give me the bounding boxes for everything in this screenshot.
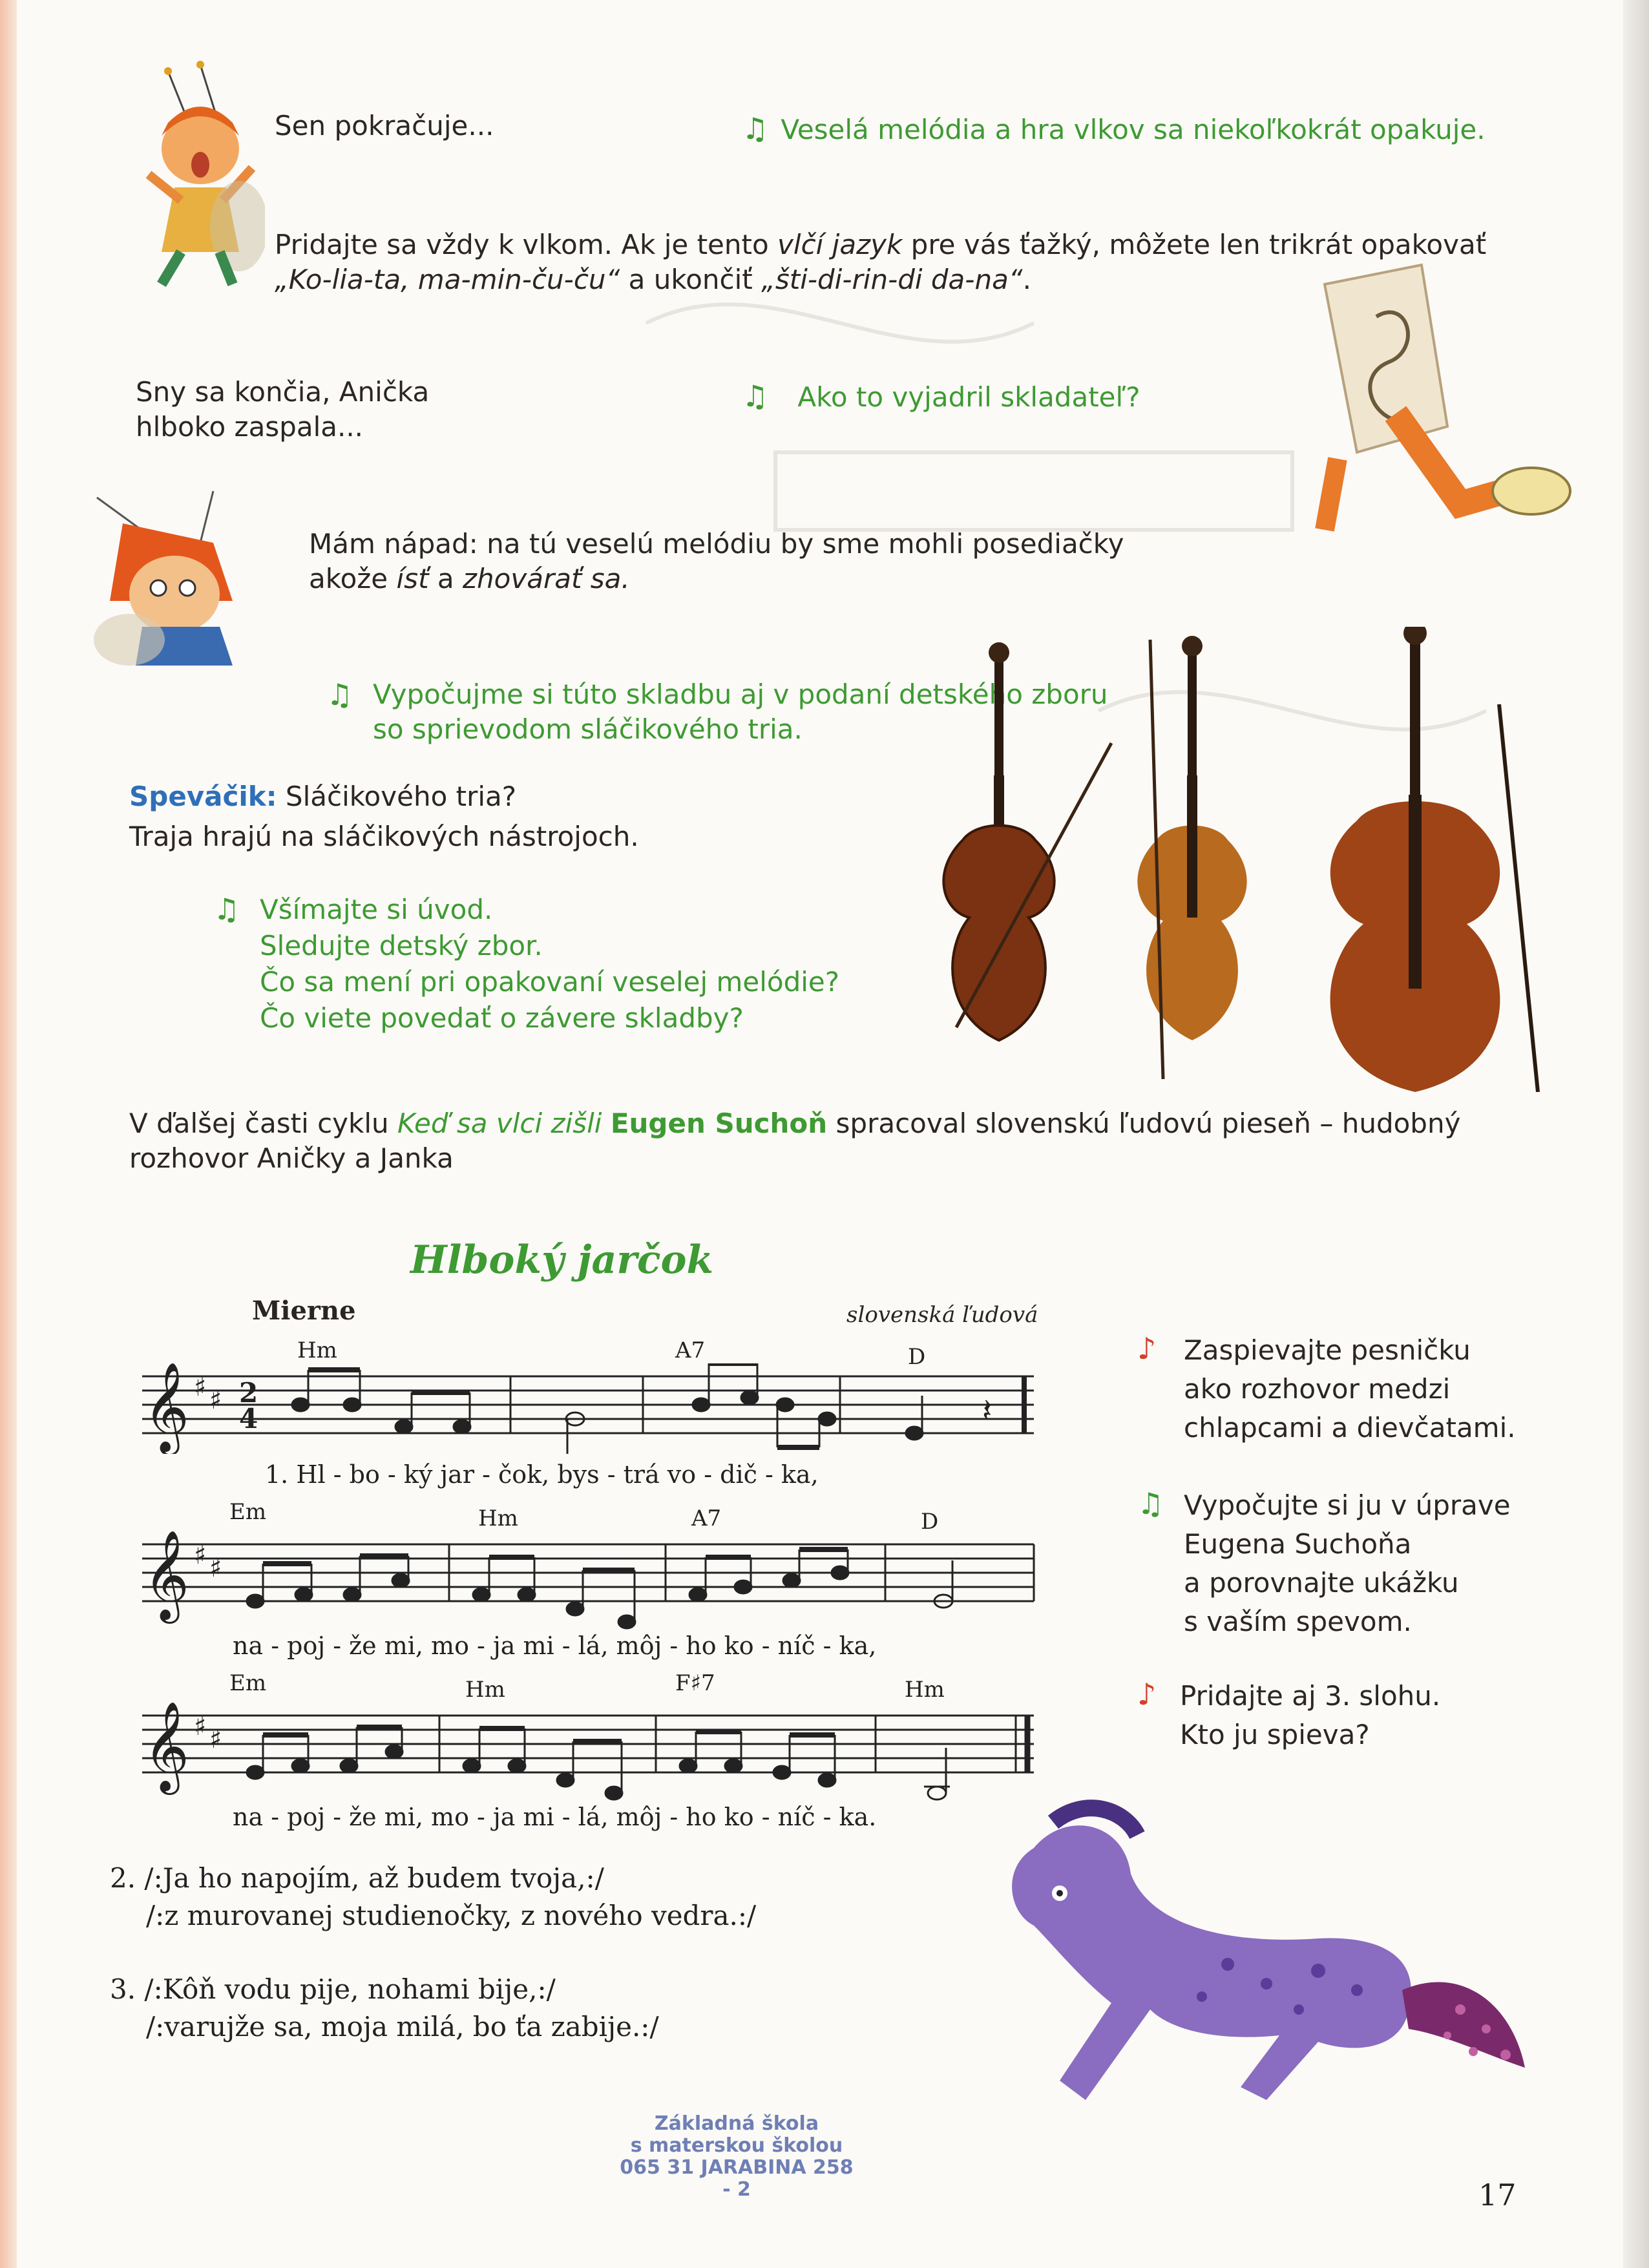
verse-2-line-2: /:z murovanej studienočky, z nového vedra.:/	[146, 1900, 757, 1931]
ako-to-vyjadril-text: Ako to vyjadril skladateľ?	[797, 381, 1140, 413]
paper-creature-illustration	[1228, 258, 1590, 594]
music-staff-3	[129, 1703, 1047, 1812]
svg-text:𝄞: 𝄞	[143, 1703, 189, 1791]
side-2-line-4: s vaším spevom.	[1184, 1606, 1412, 1637]
song-tempo: Mierne	[252, 1296, 356, 1326]
page-edge-right	[1623, 0, 1649, 2268]
svg-text:𝄽: 𝄽	[982, 1392, 993, 1429]
chord-em-3: Em	[229, 1670, 267, 1696]
violin-left-icon	[943, 642, 1111, 1040]
verse-3-line-2: /:varujže sa, moja milá, bo ťa zabije.:/	[146, 2011, 659, 2042]
dalsej-e: rozhovor Aničky a Janka	[129, 1142, 454, 1174]
svg-text:♯: ♯	[194, 1712, 207, 1741]
side-instruction-1	[1137, 1331, 1516, 1447]
dalsej-a: V ďalšej časti cyklu	[129, 1108, 389, 1139]
sny-line-2: hlboko zaspala...	[136, 411, 364, 443]
stamp-line-4: - 2	[722, 2178, 751, 2201]
svg-text:♯: ♯	[194, 1540, 207, 1570]
side-1-line-2: ako rozhovor medzi	[1184, 1373, 1451, 1405]
napad-2a: akože	[309, 563, 388, 594]
para1-f: „šti-di-rin-di da-na“	[761, 264, 1023, 295]
dalsej-b: Keď sa vlci zišli	[397, 1108, 602, 1139]
chord-fis7-3: F♯7	[675, 1670, 715, 1696]
napad-2b: ísť	[396, 563, 429, 594]
music-staff-1	[129, 1363, 1047, 1454]
spevacik-text: Sláčikového tria?	[285, 781, 517, 812]
violin-right-icon	[1137, 636, 1246, 1079]
sen-pokracuje-text: Sen pokračuje...	[275, 110, 494, 142]
chord-a7-2: A7	[691, 1506, 722, 1531]
chord-hm-3b: Hm	[905, 1677, 945, 1703]
singing-elf-illustration	[110, 58, 265, 291]
side-instruction-2	[1137, 1486, 1511, 1641]
dalsej-c: Eugen Suchoň	[610, 1108, 828, 1139]
lyrics-line-2: na - poj - že mi, mo - ja mi - lá, môj - ho ko - níč - ka,	[233, 1632, 877, 1660]
page-edge-left	[0, 0, 17, 2268]
vypocujme-line-1: Vypočujme si túto skladbu aj v podaní detského zboru	[373, 678, 1108, 710]
stamp-line-1: Základná škola	[654, 2112, 819, 2135]
verse-3-line-1: 3. /:Kôň vodu pije, nohami bije,:/	[110, 1973, 556, 2005]
side-1-line-3: chlapcami a dievčatami.	[1184, 1412, 1516, 1444]
cello-icon	[1330, 627, 1538, 1092]
side-2-line-1: Vypočujte si ju v úprave	[1184, 1489, 1511, 1521]
school-stamp	[543, 2113, 930, 2201]
music-note-icon: ♫	[742, 379, 769, 414]
dalsej-d: spracoval slovenskú ľudovú pieseň – hudobný	[835, 1108, 1461, 1139]
music-note-icon: ♫	[742, 111, 769, 146]
veselo-melodia-line	[742, 111, 1486, 147]
song-title: Hlboký jarčok	[410, 1237, 714, 1283]
para1-g: .	[1022, 264, 1031, 295]
elf-with-hat-illustration	[71, 472, 284, 678]
side-2-line-3: a porovnajte ukážku	[1184, 1567, 1459, 1599]
music-staff-2	[129, 1531, 1047, 1635]
napad-2c: a	[437, 563, 454, 594]
music-note-single-icon: ♪	[1137, 1331, 1157, 1366]
svg-text:♯: ♯	[209, 1725, 222, 1754]
chord-a7-1: A7	[675, 1338, 706, 1363]
svg-text:𝄞: 𝄞	[143, 1363, 189, 1452]
traja-hraju-text: Traja hrajú na sláčikových nástrojoch.	[129, 821, 639, 852]
chord-d-2: D	[921, 1509, 939, 1535]
stamp-line-3: 065 31 JARABINA 258	[620, 2156, 854, 2179]
svg-text:♯: ♯	[209, 1385, 222, 1415]
chord-d-1: D	[908, 1344, 926, 1370]
chord-hm-3: Hm	[465, 1677, 505, 1703]
string-trio-illustration	[918, 627, 1551, 1092]
song-origin: slovenská ľudová	[846, 1302, 1038, 1328]
side-3-line-1: Pridajte aj 3. slohu.	[1180, 1680, 1441, 1712]
chord-em-2: Em	[229, 1499, 267, 1525]
sny-sa-koncia-text	[136, 375, 429, 445]
spevacik-label: Speváčik:	[129, 781, 277, 812]
page-number: 17	[1478, 2178, 1517, 2212]
veselo-melodia-text: Veselá melódia a hra vlkov sa niekoľkokrát opakuje.	[781, 114, 1486, 145]
dalsej-casti-paragraph	[129, 1106, 1551, 1176]
vypocujme-line-2: so sprievodom sláčikového tria.	[373, 713, 803, 745]
para1-d: „Ko-lia-ta, ma-min-ču-ču“	[275, 264, 620, 295]
svg-text:♯: ♯	[209, 1553, 222, 1583]
para1-b: vlčí jazyk	[777, 229, 903, 260]
side-1-line-1: Zaspievajte pesničku	[1184, 1334, 1471, 1366]
ako-to-vyjadril-line	[742, 379, 1140, 415]
question-1: Všímajte si úvod.	[260, 894, 493, 925]
para1-e: a ukončiť	[628, 264, 753, 295]
svg-text:4: 4	[239, 1403, 258, 1434]
side-2-line-2: Eugena Suchoňa	[1184, 1528, 1412, 1560]
mam-napad-text	[309, 527, 1124, 596]
question-4: Čo viete povedať o závere skladby?	[260, 1002, 744, 1034]
purple-horse-illustration	[956, 1796, 1538, 2158]
lyrics-line-1: 1. Hl - bo - ký jar - čok, bys - trá vo - dič - ka,	[265, 1460, 819, 1489]
stamp-line-2: s materskou školou	[630, 2134, 843, 2157]
music-note-single-icon: ♪	[1137, 1677, 1157, 1712]
verse-3	[110, 1971, 659, 2046]
questions-block	[213, 892, 839, 1036]
music-note-icon: ♫	[213, 892, 240, 927]
svg-text:♯: ♯	[194, 1372, 207, 1402]
lyrics-line-3: na - poj - že mi, mo - ja mi - lá, môj - ho ko - níč - ka.	[233, 1803, 877, 1831]
chord-hm-1: Hm	[297, 1338, 337, 1363]
music-note-icon: ♫	[326, 677, 353, 712]
side-3-line-2: Kto ju spieva?	[1180, 1719, 1370, 1750]
verse-2-line-1: 2. /:Ja ho napojím, až budem tvoja,:/	[110, 1862, 604, 1894]
side-instruction-3	[1137, 1677, 1440, 1754]
para1-a: Pridajte sa vždy k vlkom. Ak je tento	[275, 229, 769, 260]
svg-text:2: 2	[239, 1377, 258, 1409]
spevacik-line	[129, 779, 516, 814]
para1-c: pre vás ťažký, môžete len trikrát opakovať	[910, 229, 1487, 260]
sny-line-1: Sny sa končia, Anička	[136, 376, 430, 408]
question-2: Sledujte detský zbor.	[260, 930, 543, 961]
svg-text:𝄞: 𝄞	[143, 1531, 189, 1620]
chord-hm-2: Hm	[478, 1506, 518, 1531]
verse-2	[110, 1860, 756, 1935]
napad-2d: zhovárať sa.	[463, 563, 630, 594]
music-note-icon: ♫	[1137, 1486, 1164, 1521]
napad-line-1: Mám nápad: na tú veselú melódiu by sme mohli posediačky	[309, 528, 1124, 560]
question-3: Čo sa mení pri opakovaní veselej melódie?	[260, 966, 840, 998]
